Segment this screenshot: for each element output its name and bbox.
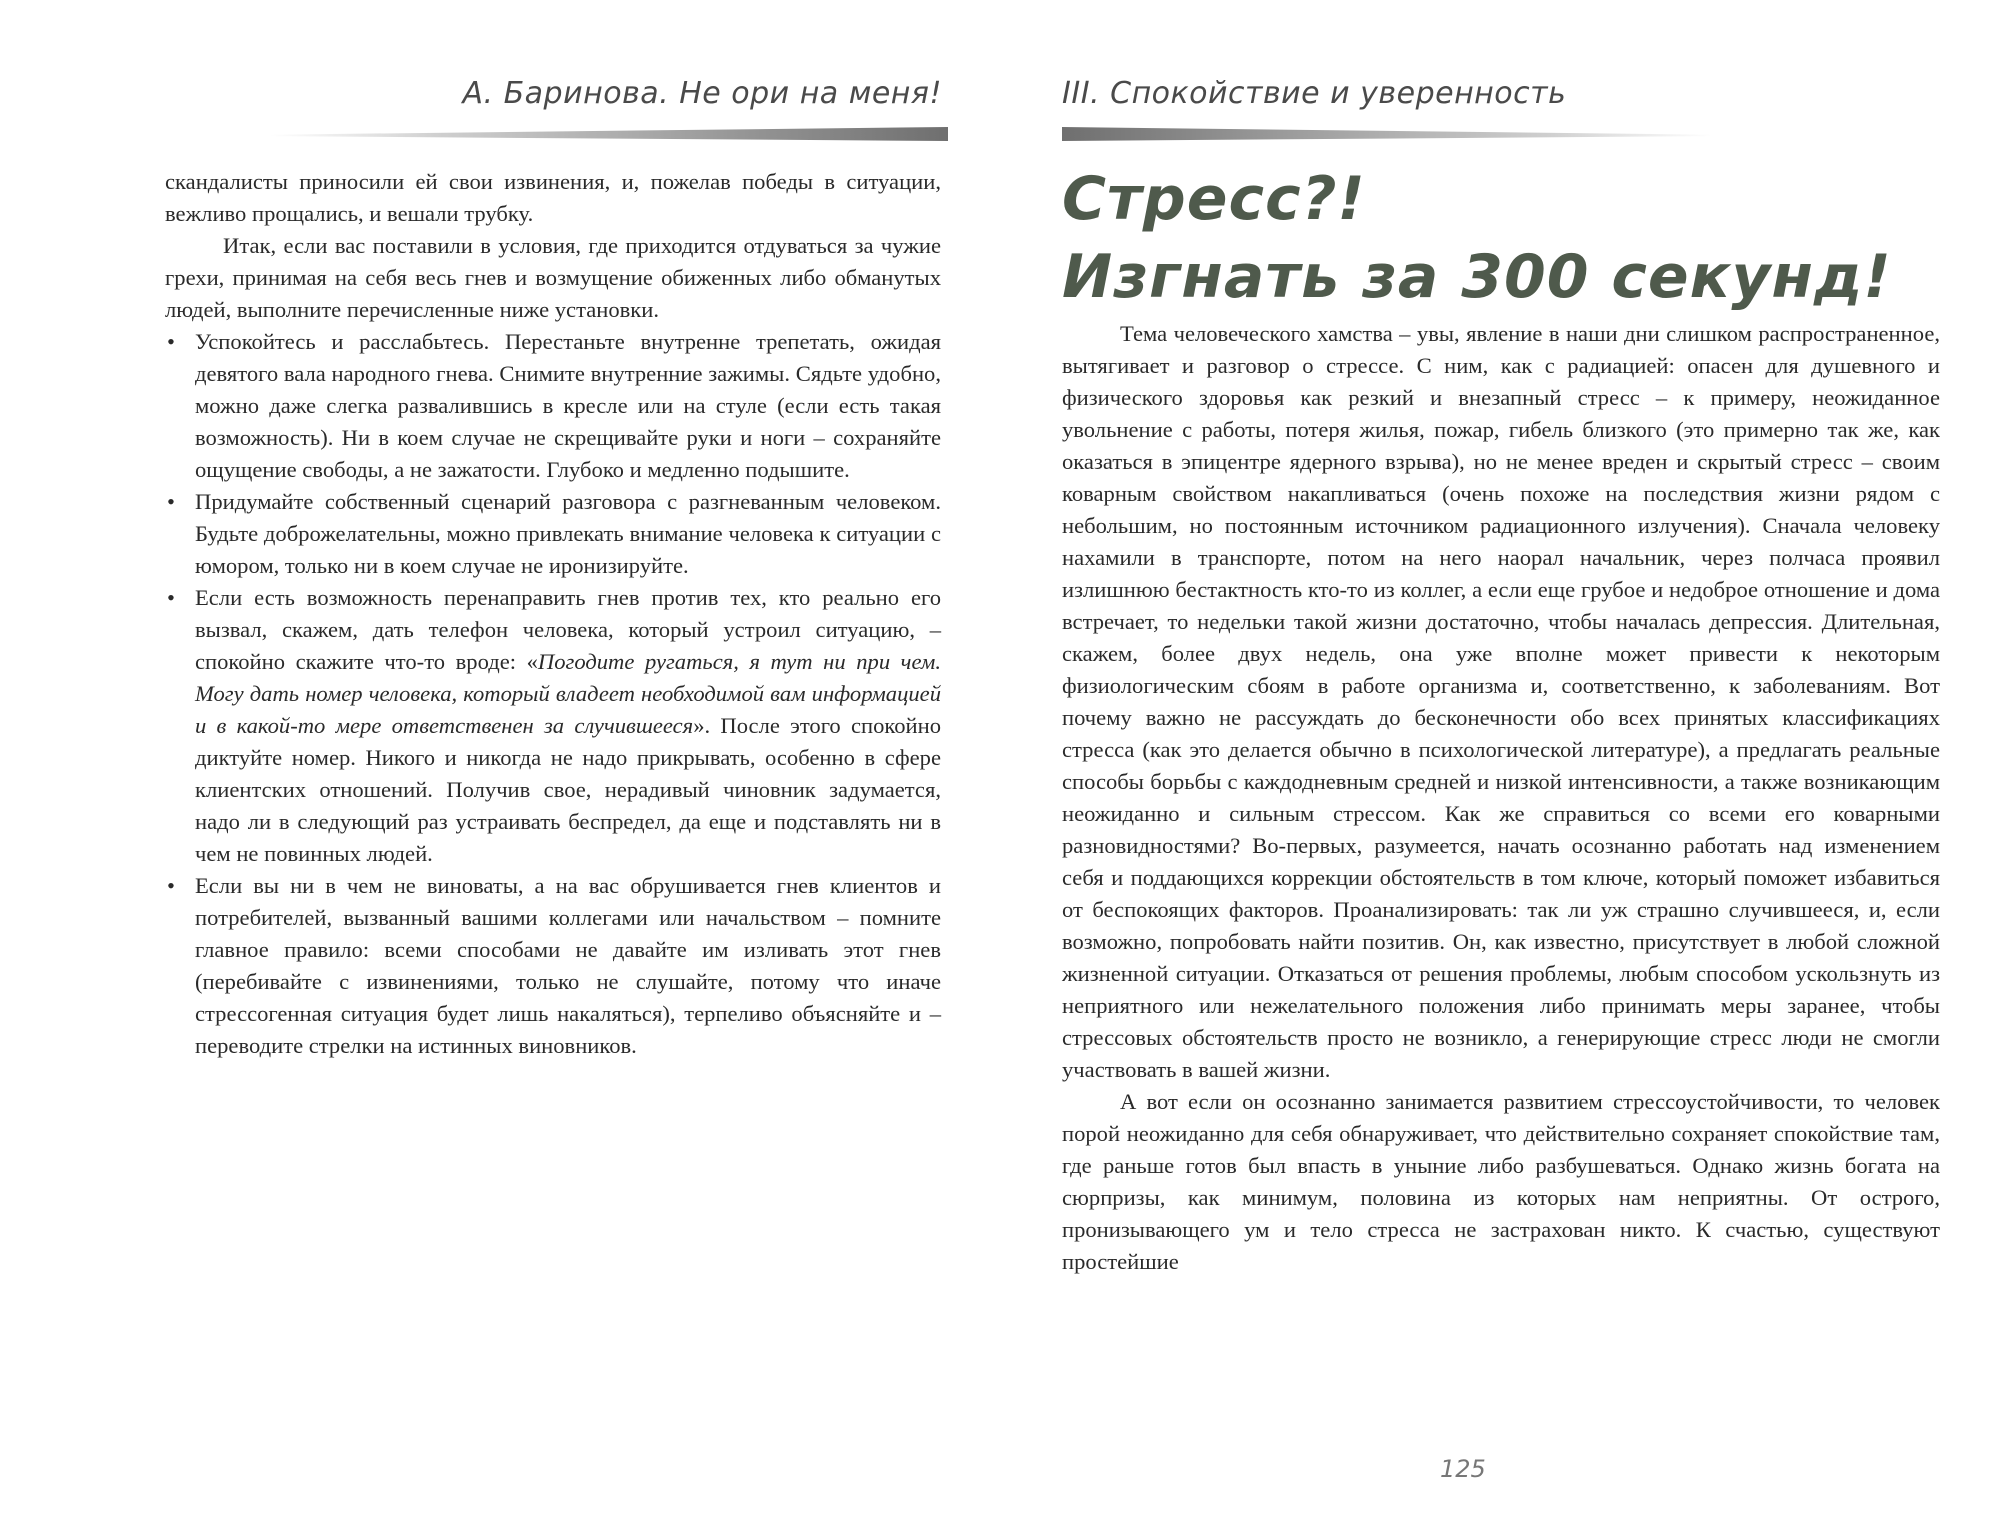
left-header-rule [270,127,948,141]
headline-line-1: Стресс?! [1062,164,1366,234]
headline-line-2: Изгнать за 300 секунд! [1062,242,1892,312]
bullet-icon: • [167,873,175,898]
list-item [165,326,941,486]
right-running-header: III. Спокойствие и уверенность [1062,76,1567,111]
list-item-text: Если вы ни в чем не виноваты, а на вас обрушивается гнев клиентов и потребителей, вызванный вашими коллегами или начальством – помните главное правило: всеми способами не давайте им изливать этот гнев (перебивайте с извинениями, только не слушайте, потому что иначе стрессогенная ситуация будет лишь накаляться), терпеливо объясняйте и – переводите стрелки на истинных виновников. [195,873,941,1058]
bullet-list [165,326,941,1062]
right-paragraph-1: Тема человеческого хамства – увы, явление в наши дни слишком распространенное, вытягивает и разговор о стрессе. С ним, как с радиацией: опасен для душевного и физического здоровья как резкий и внезапный стресс – к примеру, неожиданное увольнение с работы, потеря жилья, пожар, гибель близкого (это примерно так же, как оказаться в эпицентре ядерного взрыва), но не менее вреден и скрытый стресс – своим коварным свойством накапливаться (очень похоже на последствия жизни рядом с небольшим, но постоянным источником радиационного излучения). Сначала человеку нахамили в транспорте, потом на него наорал начальник, через полчаса проявил излишнюю бестактность кто-то из коллег, а если еще грубое и недоброе отношение и дома встречает, то недельки такой жизни достаточно, чтобы началась депрессия. Длительная, скажем, более двух недель, она уже вполне может привести к некоторым физиологическим сбоям в работе организма и, соответственно, к заболеваниям. Вот почему важно не рассуждать до бесконечности обо всех принятых классификациях стресса (как это делается обычно в психологической литературе), а предлагать реальные способы борьбы с каждодневным средней и низкой интенсивности, а также возникающим неожиданно и сильным стрессом. Как же справиться со всеми его коварными разновидностями? Во-первых, разумеется, начать осознанно работать над изменением себя и поддающихся коррекции обстоятельств в том ключе, который поможет избавиться от беспокоящих факторов. Проанализировать: так ли уж страшно случившееся, и, если возможно, попробовать найти позитив. Он, как известно, присутствует в любой сложной жизненной ситуации. Отказаться от решения проблемы, любым способом ускользнуть из неприятного или нежелательного положения либо принимать меры заранее, чтобы стрессовых обстоятельств просто не возникло, а генерирующие стресс люди не смогли участвовать в вашей жизни. [1062,321,1940,1082]
list-item-quote: Погодите ругаться, я тут ни при чем. Могу дать номер человека, который владеет необходимой вам информацией и в какой-то мере ответственен за случившееся [195,649,941,738]
right-paragraph-2: А вот если он осознанно занимается развитием стрессоустойчивости, то человек порой неожиданно для себя обнаруживает, что действительно сохраняет спокойствие там, где раньше готов был впасть в уныние либо разбушеваться. Однако жизнь богата на сюрпризы, как минимум, половина из которых нам неприятны. От острого, пронизывающего ум и тело стресса не застрахован никто. К счастью, существуют простейшие [1062,1089,1940,1274]
left-paragraph-2: Итак, если вас поставили в условия, где приходится отдуваться за чужие грехи, принимая на себя весь гнев и возмущение обиженных либо обманутых людей, выполните перечисленные ниже установки. [165,233,941,322]
bullet-icon: • [167,489,175,514]
bullet-icon: • [167,585,175,610]
list-item [165,870,941,1062]
list-item-text: Придумайте собственный сценарий разговора с разгневанным человеком. Будьте доброжелательны, можно привлекать внимание человека к ситуации с юмором, только ни в коем случае не иронизируйте. [195,489,941,578]
left-running-header: А. Баринова. Не ори на меня! [462,76,942,111]
right-page [1000,0,2000,1536]
list-item-text-after: ». После этого спокойно диктуйте номер. Никого и никогда не надо прикрывать, особенно в сфере клиентских отношений. Получив свое, нерадивый чиновник задумается, надо ли в следующий раз устраивать беспредел, да еще и подставлять ни в чем не повинных людей. [195,713,941,866]
right-text-column [1062,318,1940,1278]
page-number: 125 [1440,1455,1486,1483]
chapter-headline [1062,160,1942,316]
left-paragraph-1: скандалисты приносили ей свои извинения, и, пожелав победы в ситуации, вежливо прощались, и вешали трубку. [165,169,941,226]
list-item [165,486,941,582]
list-item-text: Успокойтесь и расслабьтесь. Перестаньте внутренне трепетать, ожидая девятого вала народного гнева. Снимите внутренние зажимы. Сядьте удобно, можно даже слегка развалившись в кресле или на стуле (если есть такая возможность). Ни в коем случае не скрещивайте руки и ноги – сохраняйте ощущение свободы, а не зажатости. Глубоко и медленно подышите. [195,329,941,482]
right-header-rule [1062,127,1712,141]
list-item-text-before: Если есть возможность перенаправить гнев против тех, кто реально его вызвал, скажем, дать телефон человека, который устроил ситуацию, – спокойно скажите что-то вроде: « [195,585,941,674]
bullet-icon: • [167,329,175,354]
left-text-column [165,166,941,1062]
list-item [165,582,941,870]
